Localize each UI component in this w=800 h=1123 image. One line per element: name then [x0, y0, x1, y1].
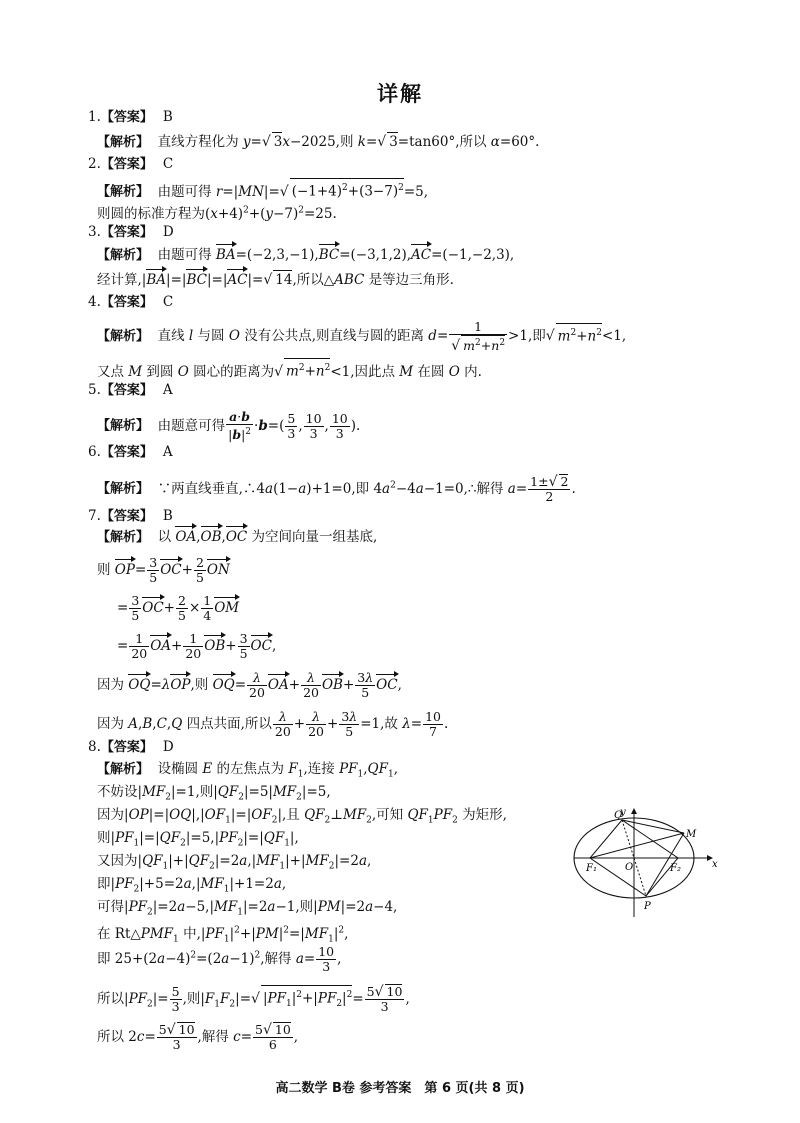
line-f1m	[590, 833, 684, 858]
q8-analysis-line-7	[97, 898, 397, 922]
q8-analysis-line-11	[97, 1022, 298, 1052]
q8-analysis-text-8: 在 $Rt\triangle PMF_1$ 中$,|PF_1|^2+|PM|^2=|MF_1|^2$,	[97, 925, 349, 945]
q8-answer-tag: 【答案】	[100, 740, 153, 755]
q8-analysis-line-5	[97, 852, 371, 876]
q8-analysis-line-6	[97, 875, 286, 899]
q8-analysis-text-4: 则$|PF_1|=|QF_2|=5,|PF_2|=|QF_1|$,	[97, 830, 299, 849]
q4-analysis-text: 直线 l 与圆 O 没有公共点,则直线与圆的距离 d= $\frac{1}{√ m^2+n^2}$ >1,即√ $m^2+n^2<1$,	[157, 319, 627, 355]
q7-analysis-line	[97, 528, 377, 547]
q5-answer-tag: 【答案】	[100, 383, 153, 398]
q4-analysis-line	[97, 320, 626, 353]
q4-answer-line	[88, 293, 173, 312]
q3-analysis-line	[97, 246, 514, 265]
q5-answer-line	[88, 381, 173, 400]
q2-analysis-text: 由题可得 r=|MN|=√ $(-1+4)^2+(3-7)^2=5$,	[158, 184, 428, 200]
q8-analysis-text-9: 即 $25+(2a-4)^2=(2a-1)^2$,解得 a= $\frac{10}{3}$ ,	[97, 944, 342, 974]
q7-analysis-text-2: 则 OP= $\frac{3}{5}$ OC+ $\frac{2}{5}$ ON	[97, 555, 230, 585]
q4-analysis-tag: 【解析】	[97, 329, 150, 345]
q6-analysis-line	[97, 474, 576, 504]
q2-analysis-line-2	[97, 201, 337, 223]
q8-analysis-line-2	[97, 783, 331, 807]
q8-analysis-line-4	[97, 829, 299, 853]
q1-analysis-text: 直线方程化为 y=√ 3x−2025,则 k=√ 3=tan60°,所以 α=60°.	[157, 134, 540, 150]
q3-answer-line	[88, 223, 174, 242]
q5-analysis-line	[97, 410, 360, 442]
q7-answer-value: B	[162, 508, 173, 524]
q6-analysis-text: ∵两直线垂直,∴4a(1−a)+1=0,即 $4a^2-4a-1=0,\therefore$解得 a= $\frac{1\pm√ 2}{2}$ .	[157, 474, 576, 504]
q8-analysis-tag: 【解析】	[97, 762, 150, 777]
label-p: P	[644, 901, 651, 912]
q7-analysis-text-3: = $\frac{3}{5}$ OC+ $\frac{2}{5}$ × $\frac{1}{4}$ OM	[117, 593, 240, 623]
q2-answer-line	[88, 155, 173, 174]
q1-answer-tag: 【答案】	[100, 110, 153, 125]
q8-analysis-line-10	[97, 984, 410, 1014]
q7-analysis-text: 以 OA,OB,OC 为空间向量一组基底,	[157, 529, 378, 545]
label-o: O	[625, 862, 634, 873]
q3-number: 3.	[88, 224, 101, 240]
q8-analysis-text-6: 即$|PF_2|+5=2a,|MF_1|+1=2a$,	[97, 876, 287, 895]
label-m: M	[686, 829, 697, 840]
q3-analysis-text-2: 经计算,|BA|=|BC|=|AC|=√ 14,所以△ABC 是等边三角形.	[97, 272, 454, 288]
q7-analysis-line-5	[97, 671, 402, 700]
q1-analysis-line	[97, 132, 539, 152]
label-q: Q	[614, 810, 623, 821]
q2-answer-tag: 【答案】	[100, 157, 153, 172]
q5-number: 5.	[88, 382, 101, 398]
q7-analysis-text-6: 因为 A,B,C,Q 四点共面,所以 $\frac{\lambda}{20}$ + $\frac{\lambda}{20}$ + $\frac{3\lambda}{5}$ =1,故 λ= $\frac{10}{7}$ .	[97, 709, 449, 739]
q4-answer-tag: 【答案】	[100, 295, 153, 310]
q3-analysis-tag: 【解析】	[97, 248, 150, 263]
q1-answer-value: B	[162, 109, 173, 125]
q8-analysis-text-3: 因为$|OP|=|OQ|,|OF_1|=|OF_2|$,且 $QF_2\perp MF_2$,可知 $QF_1PF_2$ 为矩形,	[97, 807, 507, 826]
q6-answer-line	[88, 443, 173, 462]
q4-answer-value: C	[162, 294, 174, 310]
q4-analysis-line-2	[97, 358, 482, 381]
q8-analysis-text: 设椭圆 E 的左焦点为 $F_1$,连接 $PF_1,QF_1$,	[157, 761, 399, 780]
label-f1: F₁	[586, 863, 597, 874]
q2-analysis-tag: 【解析】	[97, 184, 150, 200]
q3-answer-value: D	[162, 224, 174, 240]
label-f2: F₂	[670, 863, 681, 874]
q8-analysis-line-9	[97, 945, 341, 974]
q5-analysis-tag: 【解析】	[97, 418, 150, 434]
q2-answer-value: C	[162, 156, 174, 172]
q7-answer-tag: 【答案】	[100, 509, 153, 524]
q8-analysis-line-3	[97, 806, 507, 830]
q2-analysis-line	[97, 178, 428, 202]
q8-analysis-text-11: 所以 2c= $\frac{5√ 10}{3}$ ,解得 c= $\frac{5√ 10}{6}$ ,	[97, 1022, 299, 1052]
ellipse-figure	[572, 805, 722, 923]
q4-number: 4.	[88, 294, 101, 310]
q8-number: 8.	[88, 739, 101, 755]
q6-analysis-tag: 【解析】	[97, 481, 150, 497]
q3-analysis-text: 由题可得 BA=(−2,3,−1),BC=(−3,1,2),AC=(−1,−2,3),	[157, 247, 515, 263]
label-x: x	[712, 859, 718, 870]
q6-answer-tag: 【答案】	[100, 445, 153, 460]
page-title: 详解	[377, 82, 423, 106]
q8-analysis-text-5: 又因为$|QF_1|+|QF_2|=2a,|MF_1|+|MF_2|=2a$,	[97, 853, 372, 872]
q7-analysis-line-4	[117, 632, 276, 661]
q8-analysis-text-7: 可得$|PF_2|=2a-5,|MF_1|=2a-1$,则|PM|=2a−4,	[97, 899, 398, 918]
q6-number: 6.	[88, 444, 101, 460]
q6-answer-value: A	[162, 444, 173, 460]
q5-answer-value: A	[162, 382, 173, 398]
q7-analysis-text-4: = $\frac{1}{20}$ OA+ $\frac{1}{20}$ OB+ $\frac{3}{5}$ OC,	[117, 631, 277, 661]
q7-answer-line	[88, 507, 173, 526]
q8-answer-line	[88, 738, 174, 757]
q1-number: 1.	[88, 109, 101, 125]
q4-analysis-text-2: 又点 M 到圆 O 圆心的距离为√ $m^2+n^2<1$,因此点 M 在圆 O 内.	[97, 364, 482, 380]
q3-analysis-line-2	[97, 270, 454, 289]
q7-analysis-line-3	[117, 594, 239, 623]
page-footer: 高二数学 B卷 参考答案 第 6 页(共 8 页)	[275, 1081, 525, 1096]
q7-number: 7.	[88, 508, 101, 524]
q8-analysis-text-10: 所以$|PF_2|=$ $\frac{5}{3}$ ,则$|F_1F_2|=√$ $|PF_1|^2+|PF_2|^2=$ $\frac{5√ 10}{3}$ ,	[97, 983, 410, 1014]
q8-analysis-text-2: 不妨设$|MF_2|=1$,则$|QF_2|=5|MF_2|=5$,	[97, 784, 331, 803]
q3-answer-tag: 【答案】	[100, 225, 153, 240]
q5-analysis-text: 由题意可得 $\frac{a\cdot b}{|b|^2}$ ·b=( $\frac{5}{3}$ , $\frac{10}{3}$ , $\frac{10}{3}$ ).	[157, 409, 361, 443]
q8-analysis-line	[97, 760, 398, 784]
q7-analysis-line-2	[97, 556, 230, 585]
q1-analysis-tag: 【解析】	[97, 135, 150, 150]
q7-analysis-tag: 【解析】	[97, 530, 150, 545]
label-y: y	[620, 807, 626, 818]
q2-analysis-text-2: 则圆的标准方程为$(x+4)^2+(y-7)^2=25$.	[97, 205, 337, 222]
q2-number: 2.	[88, 156, 101, 172]
q7-analysis-line-6	[97, 710, 448, 739]
q8-answer-value: D	[162, 739, 174, 755]
q1-answer-line	[88, 108, 173, 127]
q7-analysis-text-5: 因为 OQ=λOP,则 OQ= $\frac{\lambda}{20}$ OA+ $\frac{\lambda}{20}$ OB+ $\frac{3\lambda}{5}$ OC,	[97, 670, 402, 700]
